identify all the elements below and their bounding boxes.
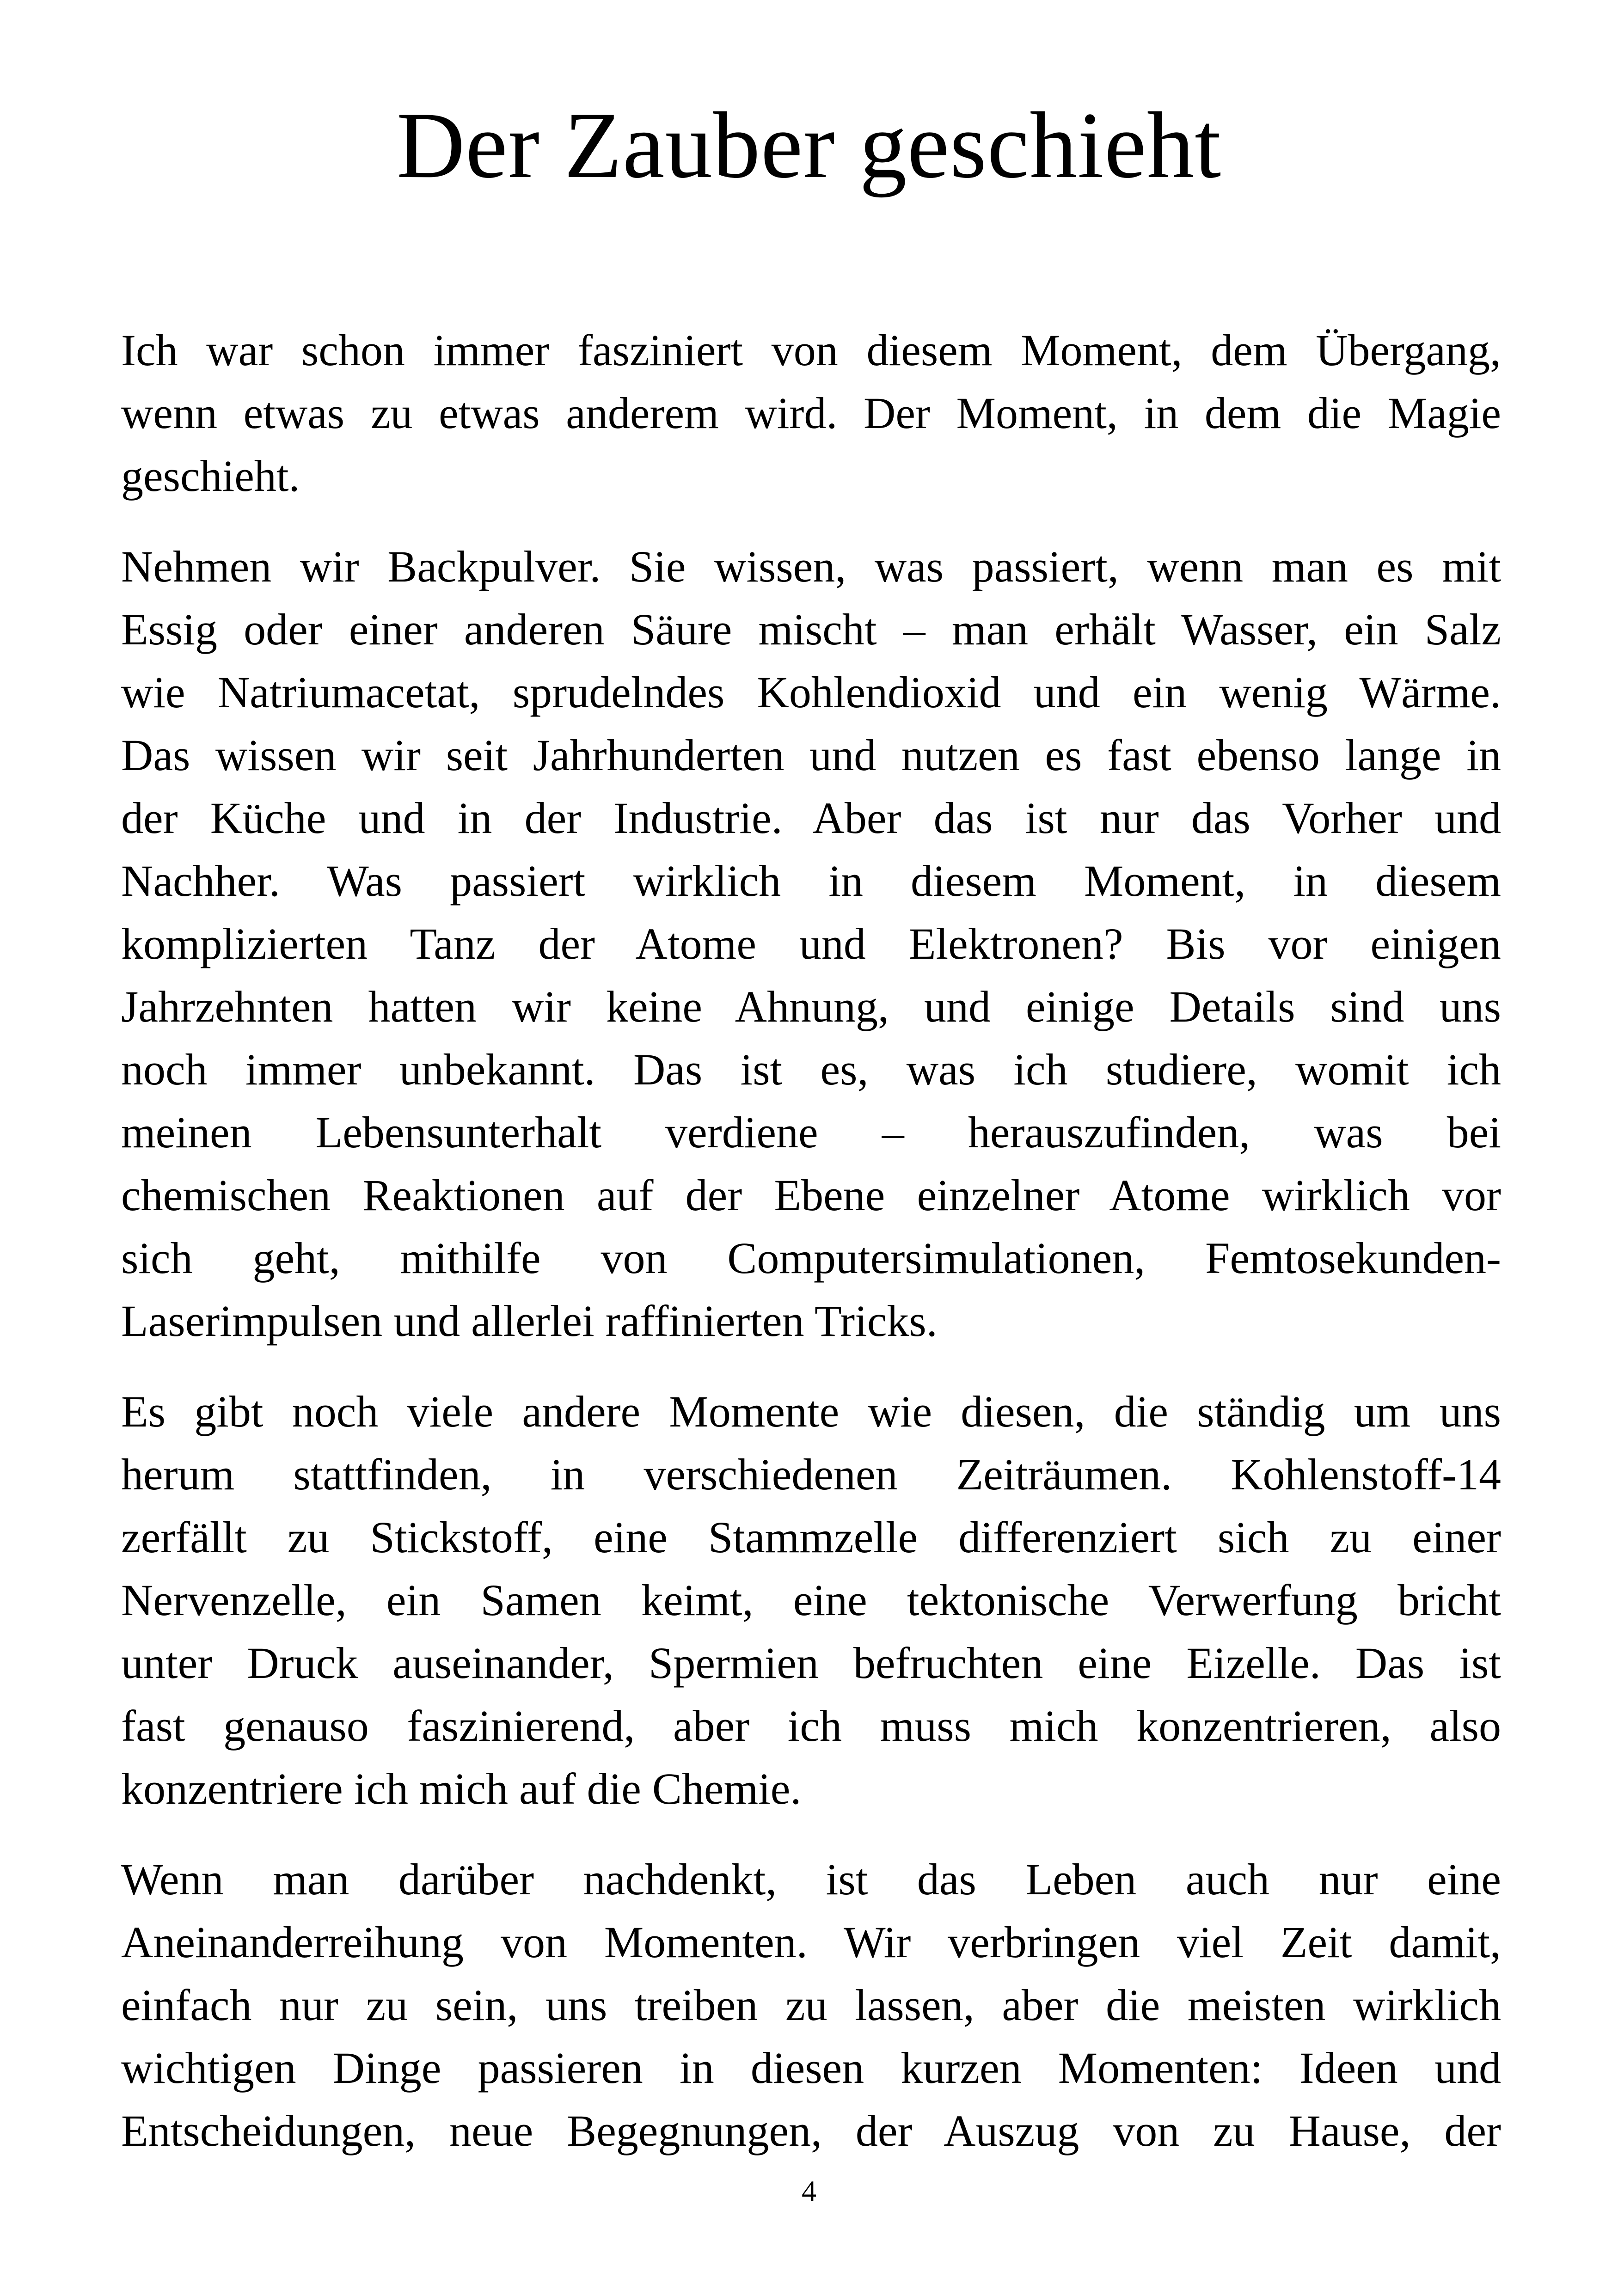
text-line: Wenn man darüber nachdenkt, ist das Leben auch nur eine — [121, 1855, 1501, 1904]
text-line: Laserimpulsen und allerlei raffinierten Tricks. — [121, 1296, 938, 1346]
text-line: Nehmen wir Backpulver. Sie wissen, was passiert, wenn man es mit — [121, 542, 1501, 591]
paragraph-4 — [121, 1848, 1501, 2162]
text-line: Aneinanderreihung von Momenten. Wir verbringen viel Zeit damit, — [121, 1917, 1501, 1967]
text-line: Essig oder einer anderen Säure mischt – man erhält Wasser, ein Salz — [121, 605, 1501, 654]
text-line: fast genauso faszinierend, aber ich muss mich konzentrieren, also — [121, 1701, 1501, 1751]
text-line: noch immer unbekannt. Das ist es, was ich studiere, womit ich — [121, 1045, 1501, 1094]
paragraph-3 — [121, 1380, 1501, 1820]
text-line: unter Druck auseinander, Spermien befruchten eine Eizelle. Das ist — [121, 1638, 1501, 1688]
text-line: der Küche und in der Industrie. Aber das ist nur das Vorher und — [121, 793, 1501, 843]
text-line: Es gibt noch viele andere Momente wie diesen, die ständig um uns — [121, 1387, 1501, 1436]
text-line: Ich war schon immer fasziniert von diesem Moment, dem Übergang, — [121, 325, 1501, 375]
text-line: wie Natriumacetat, sprudelndes Kohlendioxid und ein wenig Wärme. — [121, 667, 1501, 717]
text-line: Entscheidungen, neue Begegnungen, der Auszug von zu Hause, der — [121, 2106, 1501, 2155]
text-line: meinen Lebensunterhalt verdiene – herauszufinden, was bei — [121, 1108, 1501, 1157]
text-line: herum stattfinden, in verschiedenen Zeiträumen. Kohlenstoff-14 — [121, 1450, 1501, 1499]
text-line: wenn etwas zu etwas anderem wird. Der Moment, in dem die Magie — [121, 388, 1501, 438]
paragraph-2 — [121, 535, 1501, 1353]
text-line: komplizierten Tanz der Atome und Elektronen? Bis vor einigen — [121, 919, 1501, 968]
text-line: Nervenzelle, ein Samen keimt, eine tektonische Verwerfung bricht — [121, 1575, 1501, 1625]
text-line: Jahrzehnten hatten wir keine Ahnung, und einige Details sind uns — [121, 982, 1501, 1031]
text-line: Nachher. Was passiert wirklich in diesem Moment, in diesem — [121, 856, 1501, 906]
text-line: wichtigen Dinge passieren in diesen kurzen Momenten: Ideen und — [121, 2043, 1501, 2093]
page-title: Der Zauber geschieht — [396, 93, 1222, 198]
body-text — [121, 319, 1501, 2190]
text-line: einfach nur zu sein, uns treiben zu lassen, aber die meisten wirklich — [121, 1980, 1501, 2030]
text-line: chemischen Reaktionen auf der Ebene einzelner Atome wirklich vor — [121, 1170, 1501, 1220]
text-line: Das wissen wir seit Jahrhunderten und nutzen es fast ebenso lange in — [121, 730, 1501, 780]
text-line: zerfällt zu Stickstoff, eine Stammzelle differenziert sich zu einer — [121, 1512, 1501, 1562]
text-line: konzentriere ich mich auf die Chemie. — [121, 1764, 802, 1813]
text-line: geschieht. — [121, 451, 300, 501]
text-line: sich geht, mithilfe von Computersimulationen, Femtosekunden- — [121, 1233, 1501, 1283]
paragraph-1 — [121, 319, 1501, 508]
page-number: 4 — [802, 2174, 816, 2207]
